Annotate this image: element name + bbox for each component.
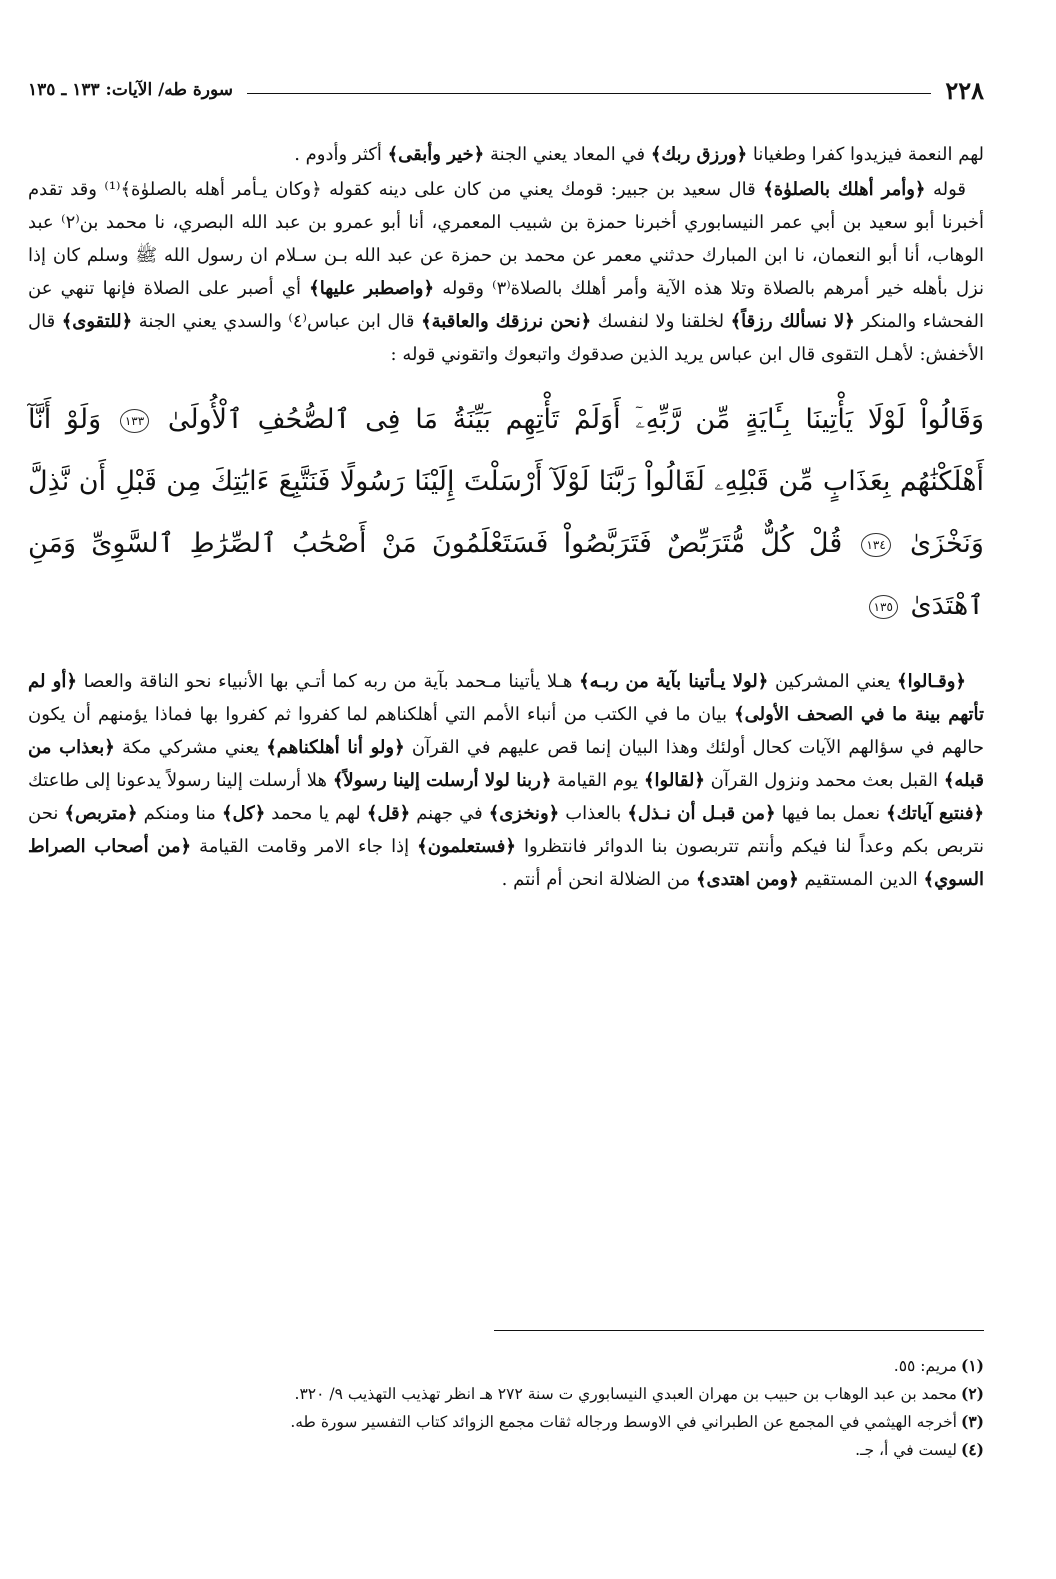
text-span: لخلقنا ولا لنفسك — [591, 311, 731, 332]
text-span: نحن نتربص بكم وعداً لنا فيكم وأنتم تتربصون بنا الدوائر فانتظروا — [28, 803, 984, 857]
quote-span: ﴿نحن نرزقك والعاقبة﴾ — [421, 311, 592, 332]
footnote-number: (٤) — [960, 1440, 984, 1459]
quote-span: ﴿أو لم تأتهم بينة ما في الصحف الأولى﴾ — [28, 671, 984, 725]
text-span: ﴿وكان يـأمر أهله بالصلوٰة﴾ — [120, 179, 322, 200]
text-span: في المعاد يعني الجنة — [484, 144, 651, 165]
quote-span: ﴿لولا يـأتينا بآية من ربـه﴾ — [579, 671, 769, 692]
verse-number-marker: ١٣٣ — [120, 409, 149, 433]
footnote-separator — [494, 1330, 984, 1331]
footnote-3 — [28, 1408, 984, 1436]
text-span: منا ومنكم — [137, 803, 222, 824]
quote-span: ﴿متربص﴾ — [64, 803, 138, 824]
quote-span: ﴿ولو أنا أهلكناهم﴾ — [266, 737, 405, 758]
text-span: من الضلالة انحن أم أنتم . — [501, 869, 696, 890]
text-span: قال ابن عباس⁽٤⁾ والسدي يعني الجنة — [132, 311, 422, 332]
text-span: يوم القيامة — [551, 770, 644, 791]
footnote-2 — [28, 1380, 984, 1408]
quote-span: ﴿لا نسألك رزقاً﴾ — [730, 311, 855, 332]
quote-span: ﴿وقـالوا﴾ — [897, 671, 966, 692]
quote-span: ﴿ربنا لولا أرسلت إلينا رسولاً﴾ — [332, 770, 552, 791]
text-span: في جهنم — [410, 803, 489, 824]
quote-span: ﴿ورزق ربك﴾ — [650, 144, 748, 165]
running-title: سورة طه/ الآيات: ١٣٣ ـ ١٣٥ — [28, 80, 234, 100]
page-number: ٢٢٨ — [945, 75, 984, 105]
footnote-number: (٣) — [960, 1412, 984, 1431]
text-span: الدين المستقيم — [798, 869, 924, 890]
quote-span: ﴿من قبـل أن نـذل﴾ — [627, 803, 776, 824]
quote-span: ﴿ومن اهتدى﴾ — [695, 869, 799, 890]
text-span: قوله — [925, 179, 966, 200]
verse-text: وَلَوْ أَنَّآ أَهْلَكْنَٰهُم بِعَذَابٍ مِّن قَبْلِهِۦ لَقَالُواْ رَبَّنَا لَوْلَآ أَرْسَلْتَ إِلَيْنَا رَسُولًا فَنَتَّبِعَ ءَايَٰتِكَ مِن قَبْلِ أَن نَّذِلَّ وَنَخْزَىٰ — [28, 404, 984, 559]
quote-span: ﴿واصطبر عليها﴾ — [309, 278, 435, 299]
quote-span: ﴿قل﴾ — [366, 803, 411, 824]
page-header — [28, 70, 984, 110]
text-span: قال سعيد بن جبير: قومك يعني من كان على دينه كقوله — [321, 179, 764, 200]
quote-span: ﴿خير وأبقى﴾ — [387, 144, 485, 165]
footnote-text: أخرجه الهيثمي في المجمع عن الطبراني في الاوسط ورجاله ثقات مجمع الزوائد كتاب التفسير سورة طه. — [290, 1413, 957, 1431]
paragraph-1 — [28, 138, 984, 171]
quote-span: ﴿فستعلمون﴾ — [417, 836, 516, 857]
footnote-text: مريم: ٥٥. — [893, 1357, 957, 1375]
quote-span: ﴿كل﴾ — [221, 803, 266, 824]
text-span: بالعذاب — [559, 803, 628, 824]
quote-span: ﴿لقالوا﴾ — [643, 770, 705, 791]
quran-verse-block — [28, 389, 984, 637]
verse-number-marker: ١٣٤ — [861, 533, 890, 557]
verse-text: قُلْ كُلٌّ مُّتَرَبِّصٌ فَتَرَبَّصُواْ فَسَتَعْلَمُونَ مَنْ أَصْحَٰبُ ٱلصِّرَٰطِ ٱلسَّوِىِّ وَمَنِ ٱهْتَدَىٰ — [28, 528, 984, 621]
text-span: نعمل بما فيها — [775, 803, 887, 824]
text-span: أي أصبر على الصلاة فإنها تنهي عن الفحشاء والمنكر — [28, 278, 984, 332]
footnote-number: (١) — [960, 1356, 984, 1375]
page-body — [28, 138, 984, 898]
text-span: قال الأخفش: لأهـل التقوى قال ابن عباس يريد الذين صدقوك واتبعوك واتقوني قوله : — [28, 311, 984, 365]
footnote-4 — [28, 1436, 984, 1464]
quote-span: ﴿فنتبع آياتك﴾ — [886, 803, 985, 824]
footnote-text: محمد بن عبد الوهاب بن حبيب بن مهران العبدي النيسابوري ت سنة ٢٧٢ هـ انظر تهذيب التهذيب ٩/ ٣٢٠. — [294, 1385, 957, 1403]
text-span: هلا أرسلت إلينا رسولاً يدعونا إلى طاعتك — [28, 770, 333, 791]
text-span: وقد تقدم أخبرنا أبو سعيد بن أبي عمر النيسابوري أخبرنا حمزة بن شبيب المعمري، أنا أبو عمرو بن عبد الله البصري، نا محمد بن⁽٢⁾ عبد الوهاب، أنا أبو النعمان، نا ابن المبارك حدثني معمر عن محمد بن حمزة عن عبد الله بـن سـلام ان رسول الله ﷺ وسلم كان إذا نزل بأهله خير أمرهم بالصلاة وتلا هذه الآية وأمر أهلك بالصلاة⁽٣⁾ — [28, 179, 984, 299]
footnote-text: ليست في أ، جـ. — [855, 1441, 957, 1459]
header-rule — [247, 93, 931, 94]
verse-text: وَقَالُواْ لَوْلَا يَأْتِينَا بِـَٔايَةٍ مِّن رَّبِّهِۦٓ أَوَلَمْ تَأْتِهِم بَيِّنَةُ مَا فِى ٱلصُّحُفِ ٱلْأُولَىٰ — [167, 404, 984, 435]
page — [28, 70, 984, 1579]
quote-span: ﴿وأمر أهلك بالصلوٰة﴾ — [763, 179, 926, 200]
verse-number-marker: ١٣٥ — [869, 595, 898, 619]
text-span: القبل بعث محمد ونزول القرآن — [704, 770, 944, 791]
quote-span: ﴿بعذاب من قبله﴾ — [28, 737, 985, 791]
footnote-number: (٢) — [960, 1384, 984, 1403]
text-span: يعني مشركي مكة — [114, 737, 267, 758]
text-span: إذا جاء الامر وقامت القيامة — [191, 836, 418, 857]
text-span: أكثر وأدوم . — [294, 144, 388, 165]
quote-span: ﴿للتقوى﴾ — [61, 311, 133, 332]
footnotes — [28, 1352, 984, 1464]
text-span: وقوله — [434, 278, 484, 299]
text-span: هـلا يأتينا مـحمد بآية من ربه كما أتـي بها الأنبياء نحو الناقة والعصا — [76, 671, 580, 692]
text-span: لهم يا محمد — [265, 803, 367, 824]
commentary-paragraph — [28, 665, 984, 896]
text-span: بيان ما في الكتب من أنباء الأمم التي أهلكناهم لما كفروا ثم كفروا بها فماذا يؤمنهم أن يكون حالهم في سؤالهم الآيات كحال أولئك وهذا البيان إنما قص عليهم في القرآن — [28, 704, 984, 758]
text-span: لهم النعمة فيزيدوا كفرا وطغيانا — [747, 144, 984, 165]
text-span: يعني المشركين — [768, 671, 898, 692]
footnote-1 — [28, 1352, 984, 1380]
quote-span: ﴿من أصحاب الصراط السوي﴾ — [28, 836, 984, 890]
paragraph-2 — [28, 173, 984, 371]
footnote-ref: ⁽¹⁾ — [104, 179, 121, 200]
quote-span: ﴿ونخزى﴾ — [488, 803, 560, 824]
